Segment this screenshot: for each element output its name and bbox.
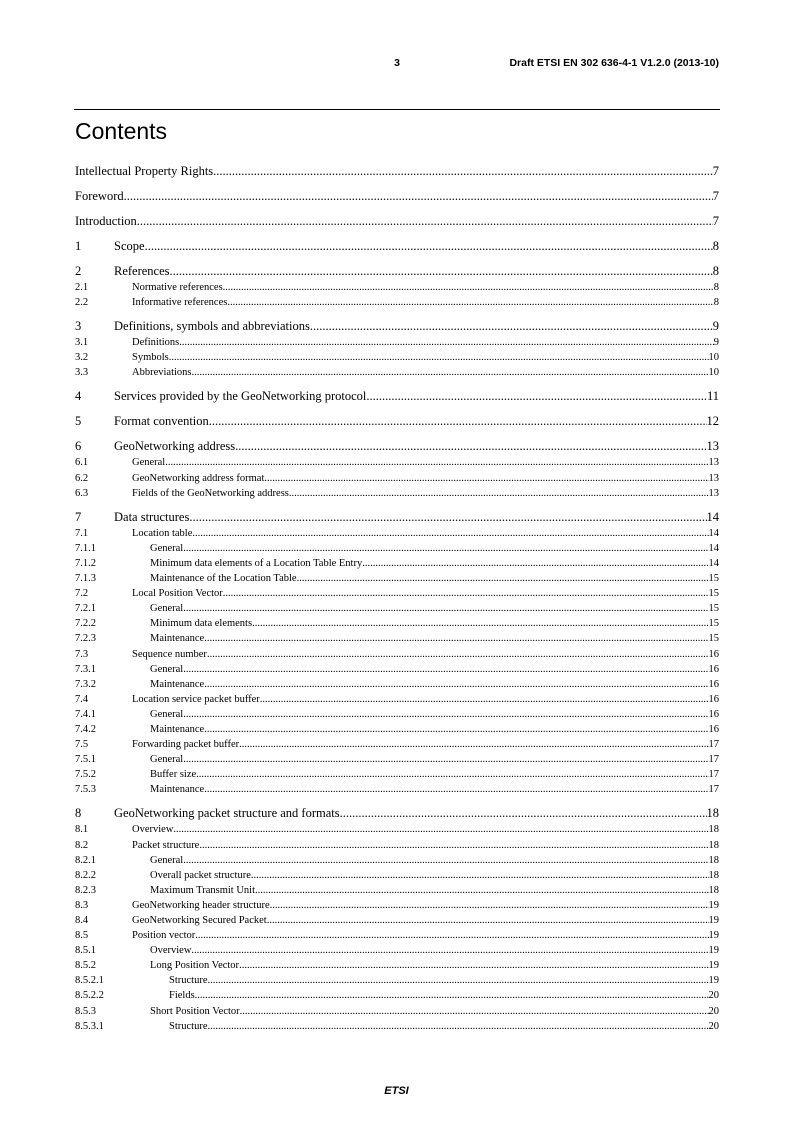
toc-entry-number: 8.5.2 <box>75 960 96 972</box>
toc-entry-title: Buffer size <box>150 769 197 781</box>
toc-entry-title: General <box>150 854 184 866</box>
toc-entry-page: 15 <box>708 618 719 630</box>
toc-entry[interactable] <box>75 662 719 677</box>
toc-entry[interactable] <box>75 508 719 526</box>
toc-entry-number: 8.5.3 <box>75 1005 96 1017</box>
toc-entry[interactable] <box>75 822 719 837</box>
toc-entry-number: 6 <box>75 439 82 454</box>
toc-entry[interactable] <box>75 1019 719 1034</box>
toc-entry[interactable] <box>75 707 719 722</box>
toc-entry[interactable] <box>75 571 719 586</box>
toc-entry-number: 7.3 <box>75 648 89 660</box>
toc-entry-number: 3.2 <box>75 352 89 364</box>
toc-leader-dots <box>289 486 709 501</box>
toc-entry-number: 6.2 <box>75 472 89 484</box>
toc-entry-page: 19 <box>708 930 719 942</box>
toc-leader-dots <box>183 662 708 677</box>
toc-entry-title: Maintenance <box>150 784 205 796</box>
toc-entry-page: 18 <box>708 854 719 866</box>
toc-entry-page: 9 <box>712 319 719 334</box>
toc-entry-title: Abbreviations <box>132 367 192 379</box>
toc-leader-dots <box>366 387 707 405</box>
toc-entry-number: 8.2.2 <box>75 869 96 881</box>
toc-entry-page: 8 <box>712 239 719 253</box>
toc-entry-page: 13 <box>708 487 719 499</box>
toc-entry-number: 8.5 <box>75 930 89 942</box>
page-number: 3 <box>394 57 400 69</box>
toc-entry-number: 2.1 <box>75 282 89 293</box>
toc-entry-page: 8 <box>713 297 719 309</box>
toc-entry[interactable] <box>75 868 719 883</box>
toc-entry[interactable] <box>75 767 719 782</box>
toc-entry-number: 8.2.3 <box>75 884 96 896</box>
toc-entry-page: 19 <box>708 915 719 926</box>
toc-entry-number: 8.2 <box>75 839 89 851</box>
toc-entry-title: Informative references <box>132 297 228 309</box>
toc-leader-dots <box>252 616 708 631</box>
toc-leader-dots <box>340 804 707 822</box>
toc-leader-dots <box>207 647 709 662</box>
toc-entry[interactable] <box>75 162 719 187</box>
toc-entry-title: Format convention <box>114 414 209 429</box>
toc-entry-number: 1 <box>75 239 82 253</box>
toc-entry-title: Minimum data elements of a Location Table Entry <box>150 557 363 569</box>
toc-entry-number: 3.1 <box>75 337 89 349</box>
toc-leader-dots <box>297 571 709 586</box>
toc-entry[interactable] <box>75 541 719 556</box>
toc-entry-page: 17 <box>708 739 719 751</box>
toc-entry[interactable] <box>75 317 719 335</box>
toc-entry[interactable] <box>75 187 719 212</box>
header-rule <box>74 109 720 110</box>
toc-entry-number: 8 <box>75 806 82 821</box>
contents-heading: Contents <box>75 118 168 144</box>
toc-leader-dots <box>204 677 708 692</box>
toc-entry-title: Maintenance of the Location Table <box>150 573 297 585</box>
toc-leader-dots <box>255 883 708 898</box>
toc-entry-number: 5 <box>75 414 82 429</box>
toc-entry[interactable] <box>75 737 719 752</box>
toc-entry[interactable] <box>75 601 719 616</box>
toc-entry-title: Intellectual Property Rights <box>75 164 214 178</box>
toc-entry-title: Maintenance <box>150 723 205 735</box>
footer-etsi: ETSI <box>384 1085 409 1097</box>
toc-entry-page: 14 <box>708 527 719 539</box>
toc-entry-title: Definitions <box>132 337 180 349</box>
toc-entry-number: 7.3.1 <box>75 663 96 675</box>
toc-entry-title: Minimum data elements <box>150 618 253 630</box>
toc-entry-page: 16 <box>708 723 719 735</box>
toc-leader-dots <box>204 722 708 737</box>
toc-entry[interactable] <box>75 280 719 295</box>
toc-leader-dots <box>170 262 713 280</box>
toc-entry[interactable] <box>75 631 719 646</box>
toc-entry[interactable] <box>75 556 719 571</box>
toc-entry-page: 15 <box>708 603 719 615</box>
toc-entry-number: 8.5.1 <box>75 945 96 957</box>
toc-leader-dots <box>251 868 709 883</box>
toc-entry-title: General <box>132 457 166 469</box>
toc-entry-title: Short Position Vector <box>150 1005 240 1017</box>
toc-entry[interactable] <box>75 586 719 601</box>
toc-entry-title: Definitions, symbols and abbreviations <box>114 319 310 334</box>
toc-entry-number: 7.4.1 <box>75 708 96 720</box>
toc-entry-page: 14 <box>708 542 719 554</box>
toc-entry-number: 2.2 <box>75 297 89 309</box>
toc-entry-number: 7.5.1 <box>75 754 96 766</box>
toc-entry-page: 16 <box>708 663 719 675</box>
toc-entry-page: 8 <box>712 264 719 278</box>
toc-leader-dots <box>270 898 709 913</box>
toc-entry-number: 7.2.3 <box>75 633 96 645</box>
toc-leader-dots <box>260 692 709 707</box>
toc-entry[interactable] <box>75 365 719 380</box>
toc-entry-title: General <box>150 542 184 554</box>
toc-entry-page: 19 <box>708 975 719 987</box>
toc-leader-dots <box>183 541 708 556</box>
toc-entry-page: 20 <box>708 990 719 1002</box>
toc-entry-title: Fields <box>169 990 195 1002</box>
toc-leader-dots <box>173 822 708 837</box>
toc-entry-page: 14 <box>708 557 719 569</box>
toc-leader-dots <box>223 280 714 295</box>
toc-leader-dots <box>183 707 708 722</box>
toc-entry[interactable] <box>75 692 719 707</box>
toc-entry-page: 18 <box>708 869 719 881</box>
toc-leader-dots <box>204 782 708 797</box>
toc-entry-number: 7 <box>75 509 82 524</box>
toc-entry[interactable] <box>75 838 719 853</box>
toc-entry[interactable] <box>75 973 719 988</box>
toc-entry[interactable] <box>75 782 719 797</box>
toc-entry-number: 8.4 <box>75 915 89 926</box>
toc-entry[interactable] <box>75 804 719 822</box>
toc-entry[interactable] <box>75 262 719 280</box>
toc-leader-dots <box>239 958 708 973</box>
toc-entry[interactable] <box>75 350 719 365</box>
toc-entry-number: 7.3.2 <box>75 678 96 690</box>
toc-entry-page: 19 <box>708 960 719 972</box>
toc-entry-title: Introduction <box>75 214 137 228</box>
toc-entry-title: Maintenance <box>150 678 205 690</box>
toc-entry-page: 18 <box>708 824 719 836</box>
toc-entry-title: Position vector <box>132 930 196 942</box>
toc-entry-title: Services provided by the GeoNetworking protocol <box>114 389 367 404</box>
toc-entry-title: GeoNetworking address format <box>132 472 265 484</box>
toc-entry[interactable] <box>75 616 719 631</box>
table-of-contents <box>75 162 719 1034</box>
toc-leader-dots <box>195 988 709 1003</box>
toc-entry-page: 10 <box>708 367 719 379</box>
toc-leader-dots <box>165 455 708 470</box>
toc-entry[interactable] <box>75 237 719 255</box>
toc-leader-dots <box>192 526 708 541</box>
toc-leader-dots <box>145 237 713 255</box>
toc-entry-title: Sequence number <box>132 648 207 660</box>
toc-entry-title: GeoNetworking header structure <box>132 899 270 911</box>
toc-entry-title: Maximum Transmit Unit <box>150 884 256 896</box>
toc-leader-dots <box>267 913 709 928</box>
toc-leader-dots <box>240 1004 709 1019</box>
toc-entry-title: Data structures <box>114 509 190 524</box>
toc-leader-dots <box>310 317 713 335</box>
toc-entry[interactable] <box>75 913 719 928</box>
toc-entry[interactable] <box>75 212 719 237</box>
toc-entry[interactable] <box>75 988 719 1003</box>
toc-entry-title: Overview <box>150 945 192 957</box>
toc-entry-number: 8.5.3.1 <box>75 1020 104 1032</box>
toc-entry-title: General <box>150 663 184 675</box>
toc-entry-page: 16 <box>708 648 719 660</box>
toc-entry-number: 8.3 <box>75 899 89 911</box>
toc-entry-title: Fields of the GeoNetworking address <box>132 487 289 499</box>
toc-entry-page: 12 <box>706 414 719 429</box>
toc-entry-title: Packet structure <box>132 839 200 851</box>
toc-leader-dots <box>209 412 707 430</box>
toc-entry[interactable] <box>75 1004 719 1019</box>
toc-leader-dots <box>183 853 708 868</box>
toc-entry-number: 7.4 <box>75 693 89 705</box>
toc-entry-number: 7.1 <box>75 527 89 539</box>
toc-entry-page: 16 <box>708 678 719 690</box>
toc-entry-page: 10 <box>708 352 719 364</box>
toc-leader-dots <box>169 350 709 365</box>
toc-entry[interactable] <box>75 526 719 541</box>
toc-entry-number: 7.5.3 <box>75 784 96 796</box>
toc-entry-page: 8 <box>713 282 719 293</box>
toc-entry[interactable] <box>75 752 719 767</box>
toc-entry[interactable] <box>75 722 719 737</box>
toc-entry-number: 7.1.1 <box>75 542 96 554</box>
toc-leader-dots <box>191 943 708 958</box>
toc-entry-number: 6.3 <box>75 487 89 499</box>
toc-entry[interactable] <box>75 412 719 430</box>
toc-entry-number: 7.2.1 <box>75 603 96 615</box>
toc-entry-number: 7.5 <box>75 739 89 751</box>
toc-entry-page: 15 <box>708 573 719 585</box>
toc-entry-title: Overview <box>132 824 174 836</box>
toc-entry-number: 7.1.2 <box>75 557 96 569</box>
toc-entry-title: General <box>150 708 184 720</box>
toc-entry-page: 16 <box>708 708 719 720</box>
toc-entry-number: 7.1.3 <box>75 573 96 585</box>
toc-entry-page: 18 <box>706 806 719 821</box>
toc-entry-page: 17 <box>708 769 719 781</box>
toc-entry-title: GeoNetworking address <box>114 439 236 454</box>
toc-entry-number: 7.2.2 <box>75 618 96 630</box>
toc-leader-dots <box>208 1019 709 1034</box>
toc-entry-number: 8.5.2.1 <box>75 975 104 987</box>
toc-entry-page: 13 <box>708 457 719 469</box>
toc-entry[interactable] <box>75 295 719 310</box>
toc-entry-page: 7 <box>712 189 719 203</box>
toc-entry-title: Foreword <box>75 189 124 203</box>
toc-entry-number: 4 <box>75 389 82 404</box>
toc-entry-title: Structure <box>169 1020 208 1032</box>
toc-entry[interactable] <box>75 455 719 470</box>
toc-leader-dots <box>223 586 709 601</box>
toc-entry-title: General <box>150 603 184 615</box>
toc-entry-page: 16 <box>708 693 719 705</box>
toc-leader-dots <box>195 928 708 943</box>
toc-entry-page: 14 <box>706 509 719 524</box>
toc-entry-number: 6.1 <box>75 457 89 469</box>
toc-entry-page: 9 <box>713 337 719 349</box>
toc-entry-number: 7.2 <box>75 588 89 600</box>
toc-entry[interactable] <box>75 387 719 405</box>
toc-leader-dots <box>124 187 713 205</box>
toc-entry-page: 20 <box>708 1005 719 1017</box>
toc-entry-title: Maintenance <box>150 633 205 645</box>
toc-entry-number: 8.1 <box>75 824 89 836</box>
toc-entry-title: Overall packet structure <box>150 869 251 881</box>
toc-leader-dots <box>362 556 708 571</box>
toc-entry[interactable] <box>75 943 719 958</box>
toc-entry-page: 11 <box>706 389 719 404</box>
toc-entry-page: 13 <box>708 472 719 484</box>
toc-entry-number: 2 <box>75 264 82 278</box>
toc-entry-page: 18 <box>708 884 719 896</box>
toc-entry-title: Forwarding packet buffer <box>132 739 240 751</box>
toc-entry-page: 15 <box>708 588 719 600</box>
toc-leader-dots <box>199 838 708 853</box>
toc-entry-title: Long Position Vector <box>150 960 240 972</box>
toc-entry-title: Location table <box>132 527 193 539</box>
toc-leader-dots <box>235 437 706 455</box>
toc-leader-dots <box>239 737 708 752</box>
toc-entry[interactable] <box>75 677 719 692</box>
toc-entry-page: 17 <box>708 754 719 766</box>
toc-entry-title: General <box>150 754 184 766</box>
toc-entry-title: GeoNetworking packet structure and formats <box>114 806 340 821</box>
toc-entry-page: 7 <box>712 214 719 228</box>
toc-entry-page: 17 <box>708 784 719 796</box>
toc-entry[interactable] <box>75 471 719 486</box>
toc-entry[interactable] <box>75 437 719 455</box>
toc-leader-dots <box>208 973 709 988</box>
toc-entry-page: 19 <box>708 945 719 957</box>
toc-entry-title: Symbols <box>132 352 169 364</box>
toc-entry-title: References <box>114 264 170 278</box>
toc-entry-page: 18 <box>708 839 719 851</box>
toc-entry[interactable] <box>75 486 719 501</box>
toc-entry-page: 7 <box>712 164 719 178</box>
toc-leader-dots <box>213 162 713 180</box>
toc-entry-number: 8.2.1 <box>75 854 96 866</box>
toc-entry-number: 8.5.2.2 <box>75 990 104 1002</box>
toc-leader-dots <box>227 295 713 310</box>
toc-entry[interactable] <box>75 883 719 898</box>
toc-entry[interactable] <box>75 853 719 868</box>
toc-entry[interactable] <box>75 958 719 973</box>
toc-leader-dots <box>192 365 709 380</box>
toc-leader-dots <box>137 212 713 230</box>
toc-entry-number: 7.4.2 <box>75 723 96 735</box>
toc-entry-page: 15 <box>708 633 719 645</box>
toc-leader-dots <box>183 752 708 767</box>
toc-leader-dots <box>204 631 708 646</box>
toc-entry-title: GeoNetworking Secured Packet <box>132 915 267 926</box>
toc-entry-page: 13 <box>706 439 719 454</box>
toc-entry-page: 19 <box>708 899 719 911</box>
toc-entry-number: 3 <box>75 319 82 334</box>
toc-entry-title: Normative references <box>132 282 223 293</box>
toc-leader-dots <box>189 508 706 526</box>
toc-entry-number: 3.3 <box>75 367 89 379</box>
toc-leader-dots <box>196 767 708 782</box>
toc-entry[interactable] <box>75 647 719 662</box>
toc-leader-dots <box>179 335 714 350</box>
toc-entry-number: 7.5.2 <box>75 769 96 781</box>
toc-entry-title: Structure <box>169 975 208 987</box>
toc-entry[interactable] <box>75 335 719 350</box>
document-title: Draft ETSI EN 302 636-4-1 V1.2.0 (2013-10) <box>509 57 719 69</box>
toc-entry-page: 20 <box>708 1020 719 1032</box>
toc-entry[interactable] <box>75 928 719 943</box>
toc-entry-title: Location service packet buffer <box>132 693 260 705</box>
toc-entry[interactable] <box>75 898 719 913</box>
toc-leader-dots <box>264 471 708 486</box>
toc-leader-dots <box>183 601 708 616</box>
toc-entry-title: Scope <box>114 239 145 253</box>
toc-entry-title: Local Position Vector <box>132 588 223 600</box>
